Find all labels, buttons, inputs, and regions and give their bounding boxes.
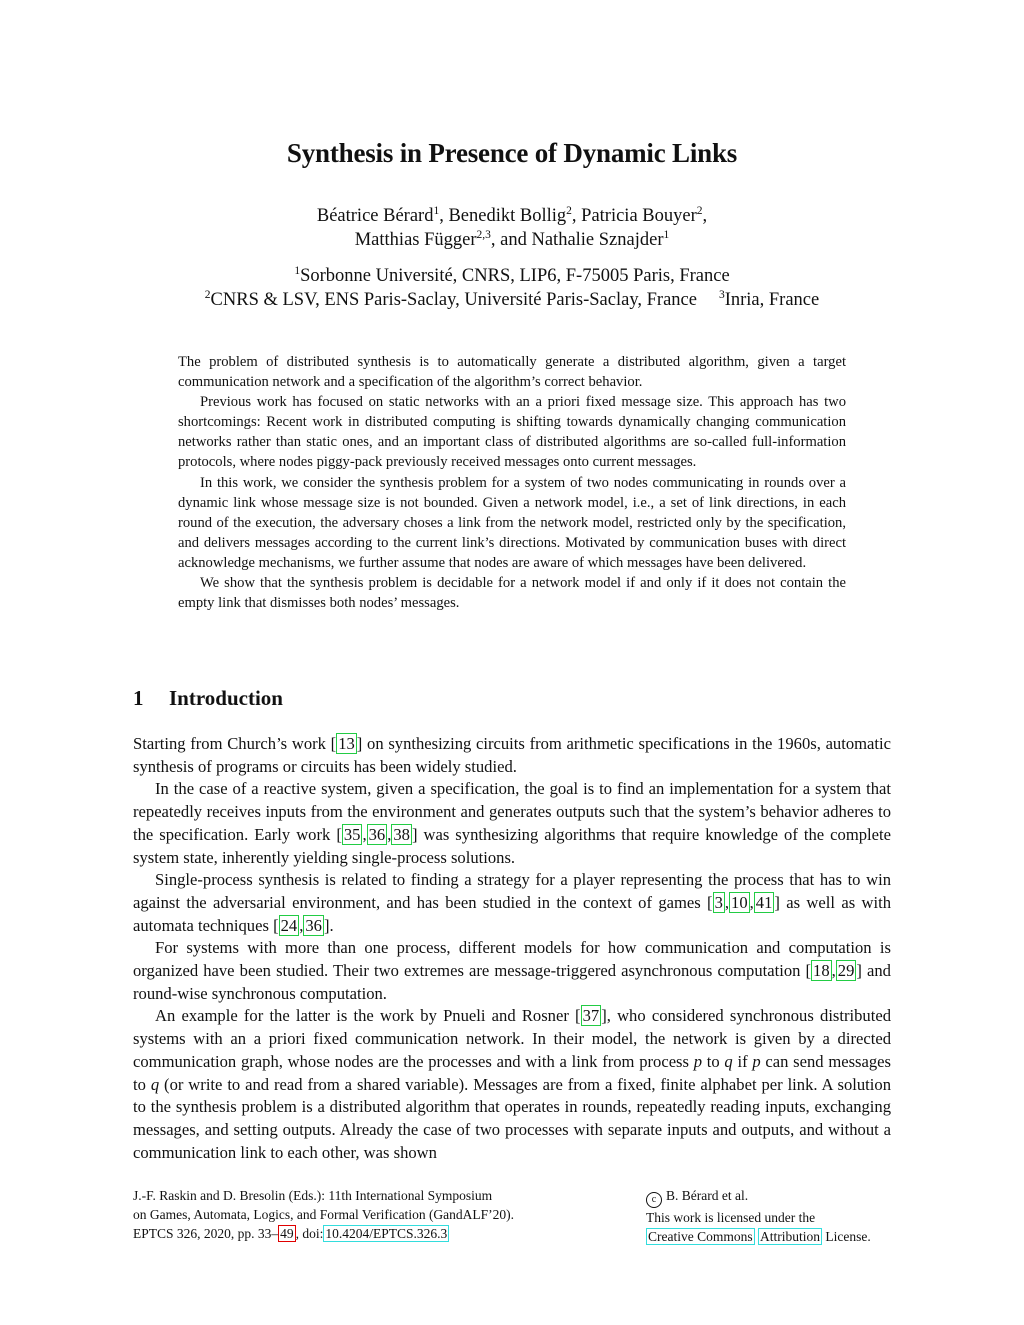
body-text: ], who considered synchronous distributed systems with an a priori fixed communication network. In their model, the network is given by a directed communication graph, whose nodes are the processes and with a link from process xyxy=(133,1006,891,1071)
affiliation-2-3 xyxy=(0,288,1024,312)
footer-publication-info xyxy=(133,1186,613,1243)
body-paragraph: In the case of a reactive system, given a specification, the goal is to find an implementation for a system that repeatedly receives inputs from the environment and generates outputs such that the system’s behavior adheres to the specification. Early work [ 35 , 36 , 38 ] was synthesizing algorithms that require knowledge of the complete system state, inherently yielding single-process solutions. xyxy=(133,779,891,867)
body-text: ] on synthesizing circuits from arithmetic specifications in the 1960s, automatic synthesis of programs or circuits has been widely studied. xyxy=(133,734,891,776)
citation-link[interactable]: 3 xyxy=(714,892,723,912)
affil-text: Sorbonne Université, CNRS, LIP6, F-75005 Paris, France xyxy=(300,266,730,286)
author-line-1 xyxy=(0,204,1024,228)
body-text: An example for the latter is the work by Pnueli and Rosner [ xyxy=(155,1006,581,1026)
affil-mark: 3 xyxy=(718,289,725,301)
affil-mark: 2 xyxy=(204,289,211,301)
author-name: , Patricia Bouyer xyxy=(571,206,697,226)
body-paragraph: For systems with more than one process, different models for how communication and computation is organized have been studied. Their two extremes are message-triggered asynchronous computation [ 18 , 29 ] and round-wise synchronous computation. xyxy=(133,938,891,1003)
body-text: to xyxy=(702,1051,725,1071)
citation-link[interactable]: 36 xyxy=(305,915,322,935)
author-affil-mark: 1 xyxy=(663,229,670,241)
last-page-link[interactable]: 49 xyxy=(280,1226,294,1241)
citation-link[interactable]: 41 xyxy=(755,892,773,912)
affil-text: CNRS & LSV, ENS Paris-Saclay, Université Paris-Saclay, France xyxy=(210,290,697,310)
citation-link[interactable]: 24 xyxy=(280,915,298,935)
body-paragraph xyxy=(133,1005,891,1164)
author-affil-mark: 2 xyxy=(566,205,572,217)
footer-text: , doi: xyxy=(295,1226,324,1241)
section-number: 1 xyxy=(133,686,144,710)
body-text: if xyxy=(732,1051,753,1071)
math-var: p xyxy=(752,1051,761,1071)
citation-link[interactable]: 36 xyxy=(368,824,386,844)
affil-mark: 1 xyxy=(294,265,301,277)
body-text: For systems with more than one process, different models for how communication and computation is organized have been studied. Their two extremes are message-triggered asynchronous computation [ xyxy=(133,938,891,981)
body-text: Starting from Church’s work [ xyxy=(133,734,337,753)
abstract-paragraph: Previous work has focused on static networks with an a priori fixed message size. This approach has two shortcomings: Recent work in distributed computing is shifting towards dynamically changing communication networks rather than static ones, and an important class of distributed algorithms are so-called full-information protocols, where nodes piggy-pack previously received messages onto current messages. xyxy=(178,394,846,471)
author-affil-mark: 1 xyxy=(433,205,440,217)
footer-text: EPTCS 326, 2020, pp. 33– xyxy=(133,1226,279,1241)
affiliation-1 xyxy=(0,264,1024,288)
footer-line: J.-F. Raskin and D. Bresolin (Eds.): 11th International Symposium xyxy=(133,1188,493,1203)
footer-line: on Games, Automata, Logics, and Formal Verification (GandALF’20). xyxy=(133,1207,515,1222)
citation-link[interactable]: 35 xyxy=(343,824,361,844)
footer-line: This work is licensed under the xyxy=(646,1210,816,1225)
math-var: p xyxy=(693,1051,703,1071)
body-text: ] and round-wise synchronous computation. xyxy=(133,961,891,1003)
creative-commons-link[interactable]: Creative Commons xyxy=(648,1229,753,1244)
footer-line xyxy=(646,1186,946,1208)
paper-title: Synthesis in Presence of Dynamic Links xyxy=(286,138,738,168)
section-title: Introduction xyxy=(169,686,283,710)
introduction-body xyxy=(133,733,891,1164)
author-name: Béatrice Bérard xyxy=(316,206,434,226)
affiliations xyxy=(0,264,1024,312)
abstract-paragraph: In this work, we consider the synthesis problem for a system of two nodes communicating in rounds over a dynamic link whose message size is not bounded. Given a network model, i.e., a set of link directions, in each round of the execution, the adversary choses a link from the network model, restricted only by the specification, and delivers messages according to the current link’s directions. Motivated by communication buses with direct acknowledge mechanisms, we further assume that nodes are aware of which messages have been delivered. xyxy=(178,474,846,571)
author-list xyxy=(0,204,1024,252)
math-var: q xyxy=(150,1074,160,1094)
doi-link[interactable]: 10.4204/EPTCS.326.3 xyxy=(325,1226,448,1241)
citation-link[interactable]: 38 xyxy=(393,824,410,844)
section-heading xyxy=(133,686,283,711)
body-text: can send messages to xyxy=(133,1051,891,1094)
footer-license-info xyxy=(646,1186,946,1246)
affil-text: Inria, France xyxy=(724,290,820,310)
attribution-link[interactable]: Attribution xyxy=(760,1229,820,1244)
citation-link[interactable]: 29 xyxy=(837,961,855,981)
abstract xyxy=(178,352,846,613)
body-paragraph: Single-process synthesis is related to finding a strategy for a player representing the process that has to win against the adversarial environment, and has been studied in the context of games [ 3 , 10 , 41 ] as well as with automata techniques [ 24 , 36 ]. xyxy=(133,870,891,935)
body-text: ]. xyxy=(323,915,334,935)
citation-link[interactable]: 18 xyxy=(813,961,830,981)
body-text: ] as well as with automata techniques [ xyxy=(133,892,891,935)
footer-line xyxy=(133,1224,613,1243)
author-affil-mark: 2 xyxy=(696,205,703,217)
math-var: q xyxy=(724,1051,733,1071)
abstract-paragraph: The problem of distributed synthesis is to automatically generate a distributed algorithm, given a target communication network and a specification of the algorithm’s correct behavior. xyxy=(178,354,846,391)
body-paragraph xyxy=(133,733,891,778)
body-text: In the case of a reactive system, given a specification, the goal is to find an implementation for a system that repeatedly receives inputs from the environment and generates outputs such that the system’s behavior adheres to the specification. Early work [ xyxy=(133,779,891,844)
body-text: (or write to and read from a shared variable). Messages are from a fixed, finite alphabet per link. A solution to the synthesis problem is a distributed algorithm that operates in rounds, repeatedly reading inputs, exchanging messages, and setting outputs. Already the case of two processes with separate inputs and outputs, and without a communication link to each other, was shown xyxy=(133,1074,891,1162)
footer-text: License. xyxy=(822,1229,871,1244)
citation-link[interactable]: 13 xyxy=(338,734,355,753)
citation-link[interactable]: 10 xyxy=(731,892,748,912)
citation-link[interactable]: 37 xyxy=(582,1006,600,1026)
author-affil-mark: 2,3 xyxy=(476,229,491,241)
footer-line xyxy=(646,1227,946,1246)
footer-text: B. Bérard et al. xyxy=(666,1188,749,1203)
author-name: Matthias Függer xyxy=(354,230,477,250)
copyright-icon: c xyxy=(646,1192,662,1208)
author-name: , and Nathalie Sznajder xyxy=(490,230,664,250)
author-sep: , xyxy=(702,206,708,226)
body-text: ] was synthesizing algorithms that require knowledge of the complete system state, inherently yielding single-process solutions. xyxy=(133,824,891,867)
body-text: Single-process synthesis is related to finding a strategy for a player representing the process that has to win against the adversarial environment, and has been studied in the context of games [ xyxy=(133,870,891,912)
abstract-paragraph: We show that the synthesis problem is decidable for a network model if and only if it does not contain the empty link that dismisses both nodes’ messages. xyxy=(178,575,846,612)
author-line-2 xyxy=(0,228,1024,252)
author-name: , Benedikt Bollig xyxy=(439,206,567,226)
